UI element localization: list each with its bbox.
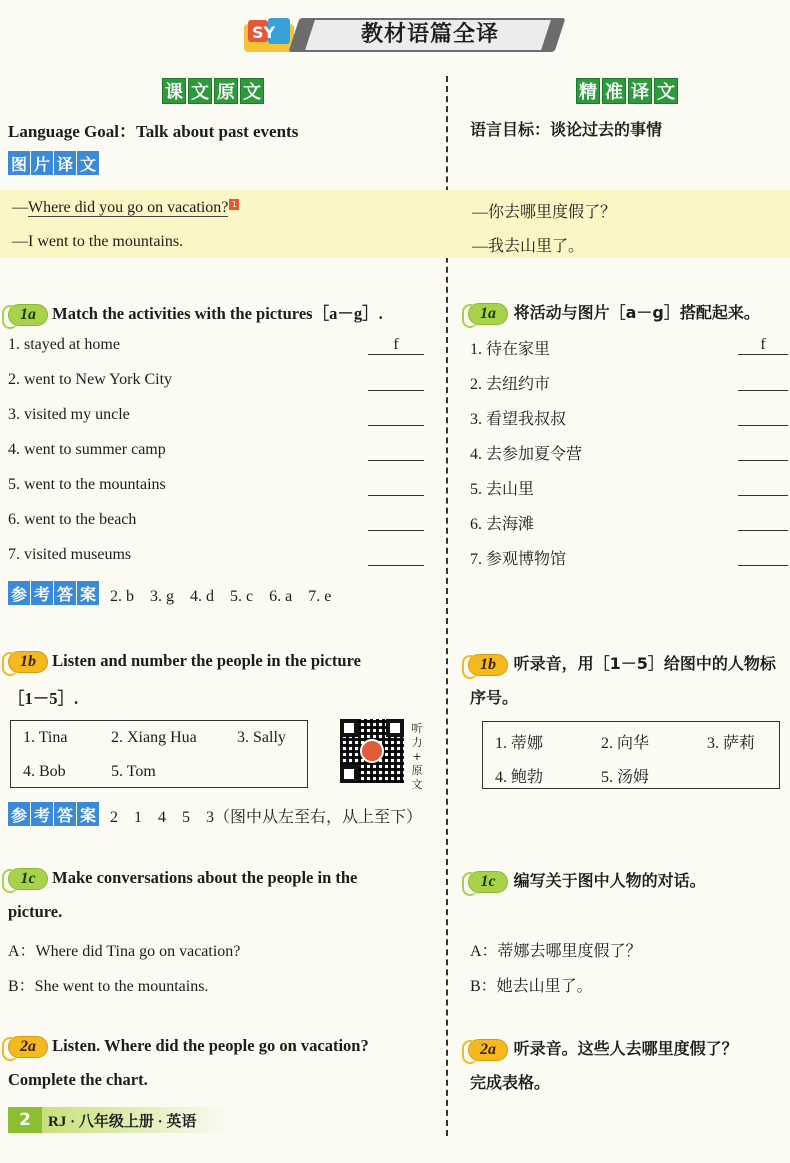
original-text-tag: 课 文 原 文 (162, 78, 264, 104)
list-item: 5. 去山里 (470, 476, 788, 511)
name-item: 4. 鲍勃 (495, 769, 544, 786)
answer-blank (738, 441, 788, 461)
conversation-a-zh: A：蒂娜去哪里度假了？ (470, 943, 642, 960)
language-goal-en: Language Goal：Talk about past events (8, 122, 299, 141)
section-badge: 1c (468, 871, 508, 893)
language-goal-zh: 语言目标：谈论过去的事情 (470, 120, 663, 139)
answer-blank (738, 406, 788, 426)
section-1a-heading-en: 1a Match the activities with the pictures［a－g］. (8, 300, 383, 326)
answer-blank (738, 371, 788, 391)
list-item: 7. 参观博物馆 (470, 546, 788, 581)
dialogue-en-2: —I went to the mountains. (12, 233, 184, 250)
list-item: 4. went to summer camp (8, 441, 428, 476)
answer-blank (738, 476, 788, 496)
name-item: 2. 向华 (601, 735, 650, 752)
conversation-b-zh: B：她去山里了。 (470, 978, 593, 995)
logo-text: SY (252, 23, 276, 42)
name-item: 5. 汤姆 (601, 769, 650, 786)
list-item: 2. went to New York City (8, 371, 428, 406)
section-1c-heading-zh: 1c 编写关于图中人物的对话。 (468, 868, 706, 893)
page-number: 2 (8, 1107, 42, 1133)
section-1b-heading-zh-2: 序号。 (470, 688, 519, 707)
answer-1a: 2. b 3. g 4. d 5. c 6. a 7. e (110, 588, 332, 605)
section-1a-heading-zh: 1a 将活动与图片［a－g］搭配起来。 (468, 300, 760, 325)
dialogue-zh-2: —我去山里了。 (472, 238, 585, 255)
list-item: 4. 去参加夏令营 (470, 441, 788, 476)
qr-label: 听 力 + 原 文 (411, 722, 423, 791)
answer-blank: f (368, 336, 424, 355)
list-item: 6. 去海滩 (470, 511, 788, 546)
list-item: 7. visited museums (8, 546, 428, 581)
answer-blank (368, 371, 424, 391)
section-badge: 1a (8, 304, 48, 326)
section-badge: 1b (8, 651, 48, 673)
name-item: 3. 萨莉 (707, 735, 756, 752)
answer-tag: 参 考 答 案 (8, 581, 99, 605)
list-item: 6. went to the beach (8, 511, 428, 546)
list-item: 5. went to the mountains (8, 476, 428, 511)
book-info: RJ · 八年级上册 · 英语 (48, 1114, 197, 1130)
name-item: 2. Xiang Hua (111, 729, 197, 746)
note-flag-icon: 1 (229, 199, 239, 210)
page-title: 教材语篇全译 (360, 22, 499, 47)
activities-list-zh (470, 336, 788, 581)
name-item: 3. Sally (237, 729, 286, 746)
conversation-a-en: A：Where did Tina go on vacation? (8, 943, 241, 960)
section-2a-heading-zh: 2a 听录音。这些人去哪里度假了？ (468, 1036, 738, 1061)
answer-blank (368, 406, 424, 426)
section-badge: 1c (8, 868, 48, 890)
header-banner (242, 14, 560, 56)
name-item: 1. 蒂娜 (495, 735, 544, 752)
answer-1b: 2 1 4 5 3（图中从左至右，从上至下） (110, 809, 423, 826)
answer-blank: f (738, 336, 788, 355)
section-1b-heading-en: 1b Listen and number the people in the picture (8, 651, 361, 673)
qr-code-icon[interactable] (340, 719, 404, 783)
answer-tag: 参 考 答 案 (8, 802, 99, 826)
list-item: 3. 看望我叔叔 (470, 406, 788, 441)
list-item: 2. 去纽约市 (470, 371, 788, 406)
picture-translation-tag: 图 片 译 文 (8, 151, 99, 175)
names-box-zh (482, 721, 780, 789)
page-footer (0, 1107, 240, 1133)
section-1c-heading-en-2: picture. (8, 902, 63, 921)
translation-tag: 精 准 译 文 (576, 78, 678, 104)
name-item: 1. Tina (23, 729, 68, 746)
list-item: 1. stayed at home f (8, 336, 428, 371)
section-1c-heading-en: 1c Make conversations about the people in the (8, 868, 357, 890)
section-2a-heading-zh-2: 完成表格。 (470, 1073, 551, 1092)
answer-blank (368, 546, 424, 566)
section-badge: 2a (468, 1039, 508, 1061)
answer-blank (738, 546, 788, 566)
dialogue-en-1: —Where did you go on vacation? 1 (12, 199, 239, 217)
section-2a-heading-en-2: Complete the chart. (8, 1070, 148, 1089)
section-2a-heading-en: 2a Listen. Where did the people go on vacation? (8, 1036, 369, 1058)
answer-blank (368, 441, 424, 461)
section-badge: 1a (468, 303, 508, 325)
section-1b-heading-zh: 1b 听录音，用［1－5］给图中的人物标 (468, 651, 776, 676)
list-item: 3. visited my uncle (8, 406, 428, 441)
name-item: 5. Tom (111, 763, 156, 780)
conversation-b-en: B：She went to the mountains. (8, 978, 209, 995)
section-badge: 2a (8, 1036, 48, 1058)
answer-blank (368, 476, 424, 496)
answer-blank (738, 511, 788, 531)
section-1b-heading-en-2: ［1－5］. (8, 689, 79, 708)
section-badge: 1b (468, 654, 508, 676)
names-box-en (10, 720, 308, 788)
list-item: 1. 待在家里 f (470, 336, 788, 371)
dialogue-zh-1: —你去哪里度假了？ (472, 204, 617, 221)
name-item: 4. Bob (23, 763, 66, 780)
activities-list-en (8, 336, 428, 581)
answer-blank (368, 511, 424, 531)
